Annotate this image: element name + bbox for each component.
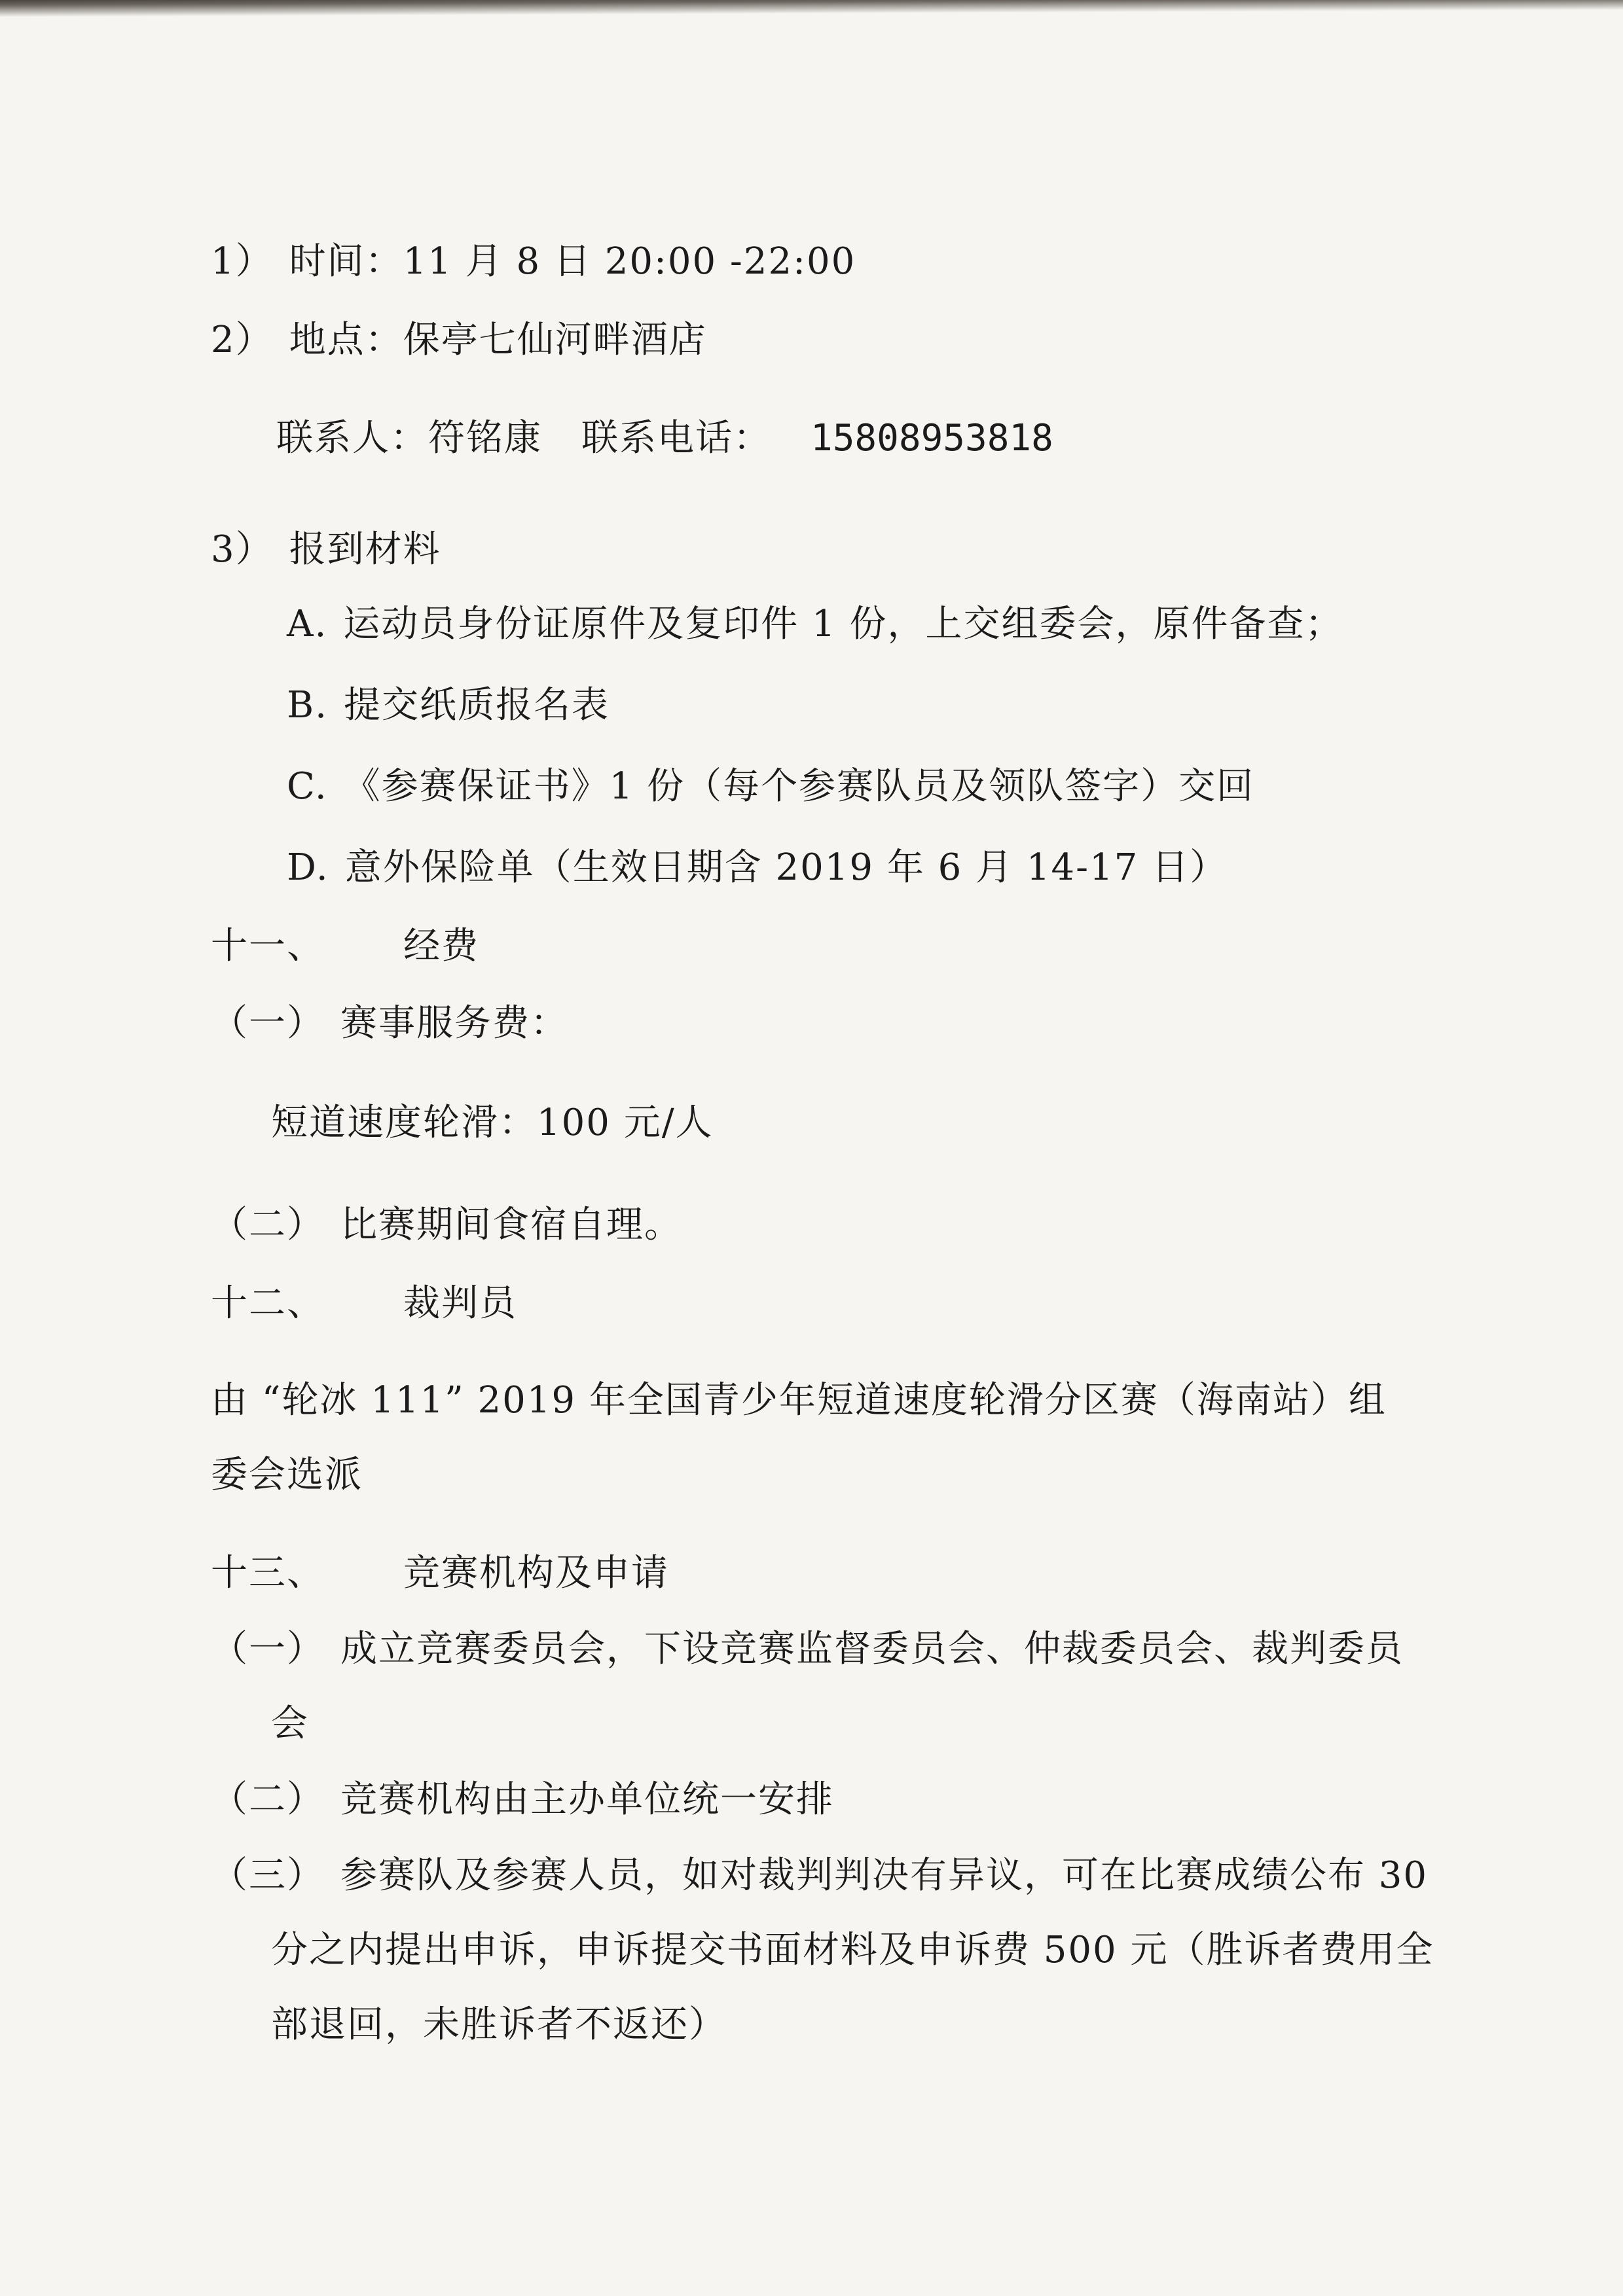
paragraph-text: 会 [271, 1702, 309, 1745]
material-item-c [287, 763, 1254, 810]
paragraph-text: 参赛队及参赛人员，如对裁判判决有异议，可在比赛成绩公布 30 [340, 1854, 1429, 1897]
material-label: A. [287, 603, 328, 645]
contact-line [276, 415, 1053, 462]
appeal-line-3 [271, 2001, 727, 2049]
paragraph-text: 委会选派 [211, 1454, 363, 1496]
paragraph-text: 分之内提出申诉，申诉提交书面材料及申诉费 500 元（胜诉者费用全 [271, 1929, 1434, 1971]
material-label: B. [287, 684, 328, 726]
paragraph-label: （一） [211, 1628, 325, 1670]
referee-text-line-1 [211, 1377, 1387, 1424]
paragraph-text: 成立竞赛委员会，下设竞赛监督委员会、仲裁委员会、裁判委员 [340, 1628, 1404, 1670]
section-title: 经费 [403, 925, 479, 967]
material-label: D. [287, 846, 329, 889]
item-label: 1） [211, 240, 274, 283]
paragraph-label: （二） [211, 1778, 325, 1821]
committee-line-2 [271, 1700, 309, 1748]
fee-text: 短道速度轮滑：100 元/人 [271, 1102, 714, 1144]
paragraph-text: 赛事服务费： [340, 1002, 568, 1045]
material-text: 意外保险单（生效日期含 2019 年 6 月 14-17 日） [344, 846, 1228, 889]
referee-text-line-2 [211, 1452, 363, 1499]
section-number: 十三、 [211, 1552, 325, 1594]
contact-phone: 15808953818 [811, 417, 1053, 459]
item-label: 3） [211, 528, 274, 571]
item-text: 报到材料 [289, 528, 441, 571]
paragraph-label: （二） [211, 1204, 325, 1246]
material-text: 提交纸质报名表 [343, 684, 610, 726]
section-title: 裁判员 [403, 1282, 517, 1325]
meals-lodging-line [211, 1202, 682, 1249]
paragraph-text: 由 “轮冰 111” 2019 年全国青少年短道速度轮滑分区赛（海南站）组 [211, 1379, 1387, 1422]
service-fee-heading [211, 1000, 568, 1047]
schedule-place-line [211, 317, 707, 364]
appeal-line-1 [211, 1852, 1428, 1899]
paragraph-text: 竞赛机构由主办单位统一安排 [340, 1778, 834, 1821]
fee-line [271, 1100, 714, 1147]
section-11-heading [211, 923, 479, 970]
paragraph-text: 比赛期间食宿自理。 [340, 1204, 682, 1246]
registration-materials-line [211, 526, 441, 573]
committee-line-1 [211, 1626, 1404, 1673]
item-text: 时间：11 月 8 日 20:00 -22:00 [289, 240, 856, 283]
material-item-a [287, 601, 1343, 648]
appeal-line-2 [271, 1927, 1434, 1974]
material-text: 《参赛保证书》1 份（每个参赛队员及领队签字）交回 [343, 765, 1255, 808]
organizer-line [211, 1776, 834, 1823]
page-edge-shadow [0, 0, 1623, 17]
paragraph-label: （三） [211, 1854, 325, 1897]
section-number: 十一、 [211, 925, 325, 967]
item-text: 地点：保亭七仙河畔酒店 [289, 319, 707, 361]
material-text: 运动员身份证原件及复印件 1 份，上交组委会，原件备查； [343, 603, 1343, 645]
schedule-time-line [211, 238, 856, 285]
material-item-d [287, 844, 1228, 891]
section-13-heading [211, 1550, 669, 1597]
paragraph-label: （一） [211, 1002, 325, 1045]
contact-phone-label: 联系电话： [581, 417, 771, 459]
material-label: C. [287, 765, 328, 808]
contact-name: 联系人：符铭康 [276, 417, 542, 459]
section-number: 十二、 [211, 1282, 325, 1325]
paragraph-text: 部退回，未胜诉者不返还） [271, 2003, 727, 2046]
item-label: 2） [211, 319, 274, 361]
section-12-heading [211, 1280, 517, 1327]
material-item-b [287, 682, 610, 729]
section-title: 竞赛机构及申请 [403, 1552, 669, 1594]
